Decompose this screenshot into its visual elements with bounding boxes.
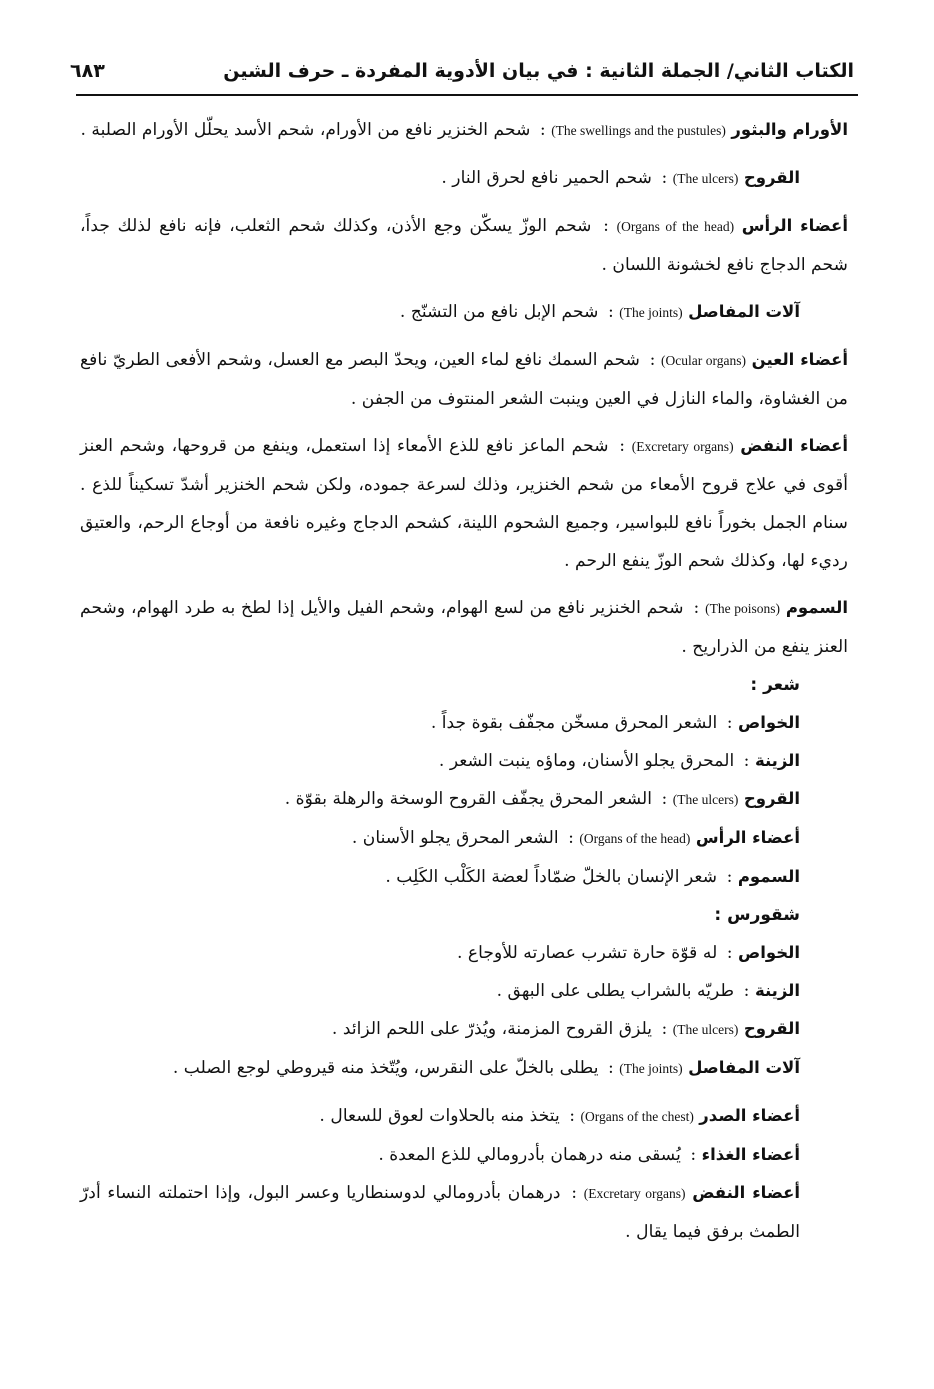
entry-subheading: شعر : xyxy=(750,675,800,695)
english-gloss: (The poisons) xyxy=(705,601,781,616)
entry-text: الشعر المحرق مسخّن مجفّف بقوة جداً . xyxy=(430,713,718,733)
entry-text: درهمان بأدرومالي لدوسنطاريا وعسر البول، وإذا احتملته النساء أدرّ الطمث برفق فيما يقال . xyxy=(80,1183,800,1242)
entry-text: الشعر المحرق يجلو الأسنان . xyxy=(351,828,559,848)
english-gloss: (The ulcers) xyxy=(672,1022,739,1037)
entry-paragraph xyxy=(80,293,848,332)
colon-separator: : xyxy=(534,120,552,140)
entry-text: شحم الخنزير نافع من لسع الهوام، وشحم الفيل والأيل إذا لطخ به طرد الهوام، وشحم العنز ينفع من الذراريح . xyxy=(80,598,848,657)
entry-text: يطلى بالخلّ على النقرس، ويُتّخذ منه قيروطي لوجع الصلب . xyxy=(172,1058,599,1078)
entry-heading: أعضاء النفض xyxy=(740,436,848,455)
entry-paragraph xyxy=(80,819,848,858)
english-gloss: (Excretary organs) xyxy=(583,1186,686,1201)
entry-paragraph xyxy=(80,1010,848,1049)
entry-heading: أعضاء الرأس xyxy=(741,216,848,235)
colon-separator: : xyxy=(721,713,739,733)
colon-separator: : xyxy=(687,598,706,618)
colon-separator: : xyxy=(562,828,580,848)
entry-paragraph xyxy=(80,742,848,780)
entry-heading: الزينة xyxy=(754,981,800,1000)
running-title: الكتاب الثاني/ الجملة الثانية : في بيان الأدوية المفردة ـ حرف الشين xyxy=(223,60,854,82)
entry-paragraph xyxy=(80,207,848,284)
entry-paragraph xyxy=(80,1049,848,1088)
entry-paragraph xyxy=(80,858,848,896)
entry-paragraph xyxy=(80,704,848,742)
colon-separator: : xyxy=(721,867,738,887)
entry-text: شحم الوزّ يسكّن وجع الأذن، وكذلك شحم الثعلب، فإنه نافع لذلك جداً، شحم الدجاج نافع لخشونة اللسان . xyxy=(80,216,848,275)
entry-heading: القروح xyxy=(743,789,800,808)
entry-paragraph xyxy=(80,1174,848,1251)
entry-heading: أعضاء الغذاء xyxy=(701,1145,800,1164)
running-header xyxy=(70,38,854,82)
colon-separator: : xyxy=(595,216,617,236)
entry-text: شحم الإبل نافع من التشنّج . xyxy=(399,302,599,322)
colon-separator: : xyxy=(563,1106,581,1126)
entry-paragraph xyxy=(80,972,848,1010)
entry-heading: الأورام والبثور xyxy=(731,120,848,139)
page-body xyxy=(80,102,848,1369)
entry-paragraph xyxy=(80,934,848,972)
entry-text: شحم الخنزير نافع من الأورام، شحم الأسد يحلّل الأورام الصلبة . xyxy=(80,120,531,140)
entry-text: شحم الحمير نافع لحرق النار . xyxy=(441,168,653,188)
entry-heading: أعضاء الرأس xyxy=(695,828,800,847)
entry-heading: السموم xyxy=(737,867,800,886)
entry-heading: أعضاء النفض xyxy=(692,1183,801,1202)
english-gloss: (Organs of the head) xyxy=(616,219,735,234)
entry-heading: القروح xyxy=(743,168,800,187)
entry-paragraph xyxy=(80,780,848,819)
entry-heading: آلات المفاصل xyxy=(688,1058,800,1077)
entry-heading: القروح xyxy=(743,1019,800,1038)
english-gloss: (Ocular organs) xyxy=(661,353,746,368)
entry-subheading: شقورس : xyxy=(714,905,800,925)
entry-text: المحرق يجلو الأسنان، وماؤه ينبت الشعر . xyxy=(438,751,735,771)
page-number: ٦٨٣ xyxy=(70,60,105,82)
entry-heading: الخواص xyxy=(738,943,800,962)
colon-separator: : xyxy=(684,1145,702,1165)
english-gloss: (Organs of the head) xyxy=(579,831,691,846)
colon-separator: : xyxy=(602,302,620,322)
english-gloss: (The swellings and the pustules) xyxy=(551,123,726,138)
english-gloss: (The ulcers) xyxy=(672,171,739,186)
english-gloss: (The joints) xyxy=(619,305,683,320)
entry-paragraph xyxy=(80,1136,848,1174)
english-gloss: (Excretary organs) xyxy=(631,439,734,454)
entry-paragraph xyxy=(80,341,848,418)
entry-heading: السموم xyxy=(785,598,848,617)
entry-text: يُسقى منه درهمان بأدرومالي للذع المعدة . xyxy=(378,1145,681,1165)
entry-text: شحم الماعز نافع للذع الأمعاء إذا استعمل، وينفع من قروحها، وشحم العنز أقوى في علاج قروح الأمعاء من شحم الخنزير، وذلك لسرعة جموده، ولكن شحم الخنزير أشدّ تسكيناً للذع . سنام الجمل بخوراً نافع للبواسير، وجميع الشحوم اللينة، كشحم الدجاج وغيره نافعة من أوجاع الرحم، والعتيق رديء لها، وكذلك شحم الوزّ ينفع الرحم . xyxy=(80,436,848,571)
colon-separator: : xyxy=(656,1019,673,1039)
english-gloss: (The ulcers) xyxy=(672,792,739,807)
colon-separator: : xyxy=(721,943,739,963)
entry-text: طريّه بالشراب يطلى على البهق . xyxy=(496,981,735,1001)
entry-heading: الزينة xyxy=(754,751,800,770)
colon-separator: : xyxy=(656,168,673,188)
entry-heading: الخواص xyxy=(738,713,800,732)
header-rule xyxy=(76,94,858,96)
english-gloss: (Organs of the chest) xyxy=(580,1109,694,1124)
entry-text: يتخذ منه بالحلاوات لعوق للسعال . xyxy=(319,1106,560,1126)
colon-separator: : xyxy=(738,751,755,771)
english-gloss: (The joints) xyxy=(619,1061,683,1076)
entry-paragraph xyxy=(80,427,848,580)
colon-separator: : xyxy=(656,789,673,809)
entry-paragraph xyxy=(80,159,848,198)
colon-separator: : xyxy=(644,350,662,370)
entry-paragraph xyxy=(80,589,848,666)
colon-separator: : xyxy=(602,1058,620,1078)
entry-text: الشعر المحرق يجفّف القروح الوسخة والرهلة بقوّة . xyxy=(284,789,653,809)
entry-text: شعر الإنسان بالخلّ ضمّاداً لعضة الكَلْب الكَلِب . xyxy=(385,867,718,887)
entry-heading: آلات المفاصل xyxy=(688,302,800,321)
entry-paragraph xyxy=(80,1097,848,1136)
entry-heading: أعضاء الصدر xyxy=(699,1106,800,1125)
entry-text: له قوّة حارة تشرب عصارته للأوجاع . xyxy=(456,943,718,963)
colon-separator: : xyxy=(738,981,755,1001)
colon-separator: : xyxy=(612,436,632,456)
entry-text: يلزق القروح المزمنة، ويُذرّ على اللحم الزائد . xyxy=(331,1019,653,1039)
colon-separator: : xyxy=(564,1183,584,1203)
entry-heading: أعضاء العين xyxy=(751,350,849,369)
entry-paragraph xyxy=(80,111,848,150)
entry-text: شحم السمك نافع لماء العين، ويحدّ البصر مع العسل، وشحم الأفعى الطريّ نافع من الغشاوة، والماء النازل في العين وينبت الشعر المنتوف من الجفن . xyxy=(80,350,848,409)
